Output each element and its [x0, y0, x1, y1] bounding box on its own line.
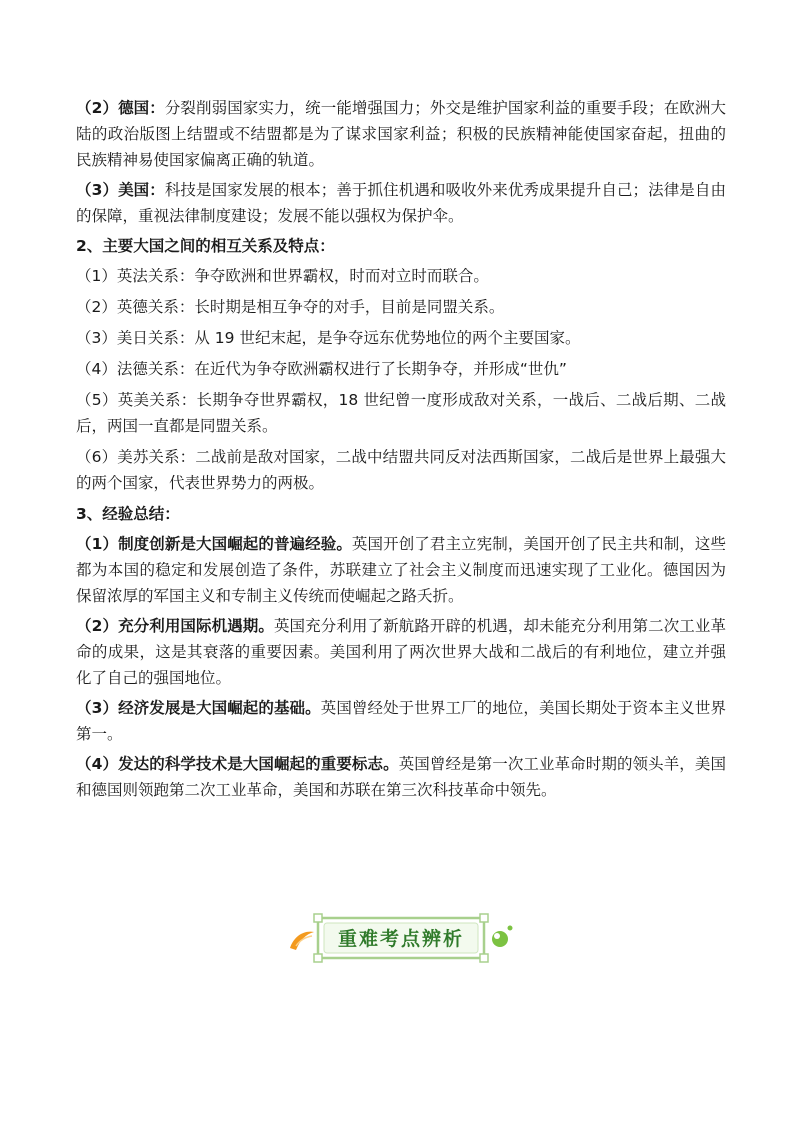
corner-decoration [480, 954, 488, 962]
green-dot-highlight-icon [494, 933, 500, 939]
paragraph-usa [76, 177, 726, 229]
corner-decoration [480, 914, 488, 922]
country-label: 德国： [118, 99, 165, 117]
summary-key-point: 发达的科学技术是大国崛起的重要标志。 [118, 755, 399, 773]
relation-item [76, 325, 726, 351]
relation-item [76, 356, 726, 382]
summary-key-point: 充分利用国际机遇期。 [118, 617, 274, 635]
item-number: （3） [76, 699, 119, 717]
item-number: （3） [76, 181, 119, 199]
summary-item [76, 613, 726, 691]
banner-label: 重难考点辨析 [337, 928, 465, 950]
item-number: （4） [76, 755, 119, 773]
relation-text: 法德关系：在近代为争夺欧洲霸权进行了长期争夺，并形成“世仇” [116, 360, 567, 378]
section-heading-relations: 2、主要大国之间的相互关系及特点： [76, 237, 335, 255]
paragraph-text: 分裂削弱国家实力，统一能增强国力；外交是维护国家利益的重要手段；在欧洲大陆的政治版图上结盟或不结盟都是为了谋求国家利益；积极的民族精神能使国家奋起，扭曲的民族精神易使国家偏离正确的轨道。 [76, 99, 726, 169]
relation-text: 美日关系：从 19 世纪末起，是争夺远东优势地位的两个主要国家。 [116, 329, 581, 347]
relation-item [76, 387, 726, 439]
item-number: （1） [76, 535, 119, 553]
item-number: （2） [76, 99, 119, 117]
banner-graphic [286, 912, 516, 964]
document-body [76, 95, 726, 807]
summary-text: 英国曾经是第一次工业革命时期的领头羊，美国和德国则领跑第二次工业革命，美国和苏联在第三次科技革命中领先。 [76, 755, 726, 799]
summary-item [76, 695, 726, 747]
country-label: 美国： [118, 181, 165, 199]
relation-item [76, 294, 726, 320]
summary-key-point: 经济发展是大国崛起的基础。 [118, 699, 321, 717]
key-points-banner [286, 912, 516, 964]
summary-text: 英国曾经处于世界工厂的地位，美国长期处于资本主义世界第一。 [76, 699, 726, 743]
green-dot-icon [492, 931, 508, 947]
small-dot-icon [508, 926, 513, 931]
item-number: （1） [76, 267, 117, 285]
relation-text: 英法关系：争夺欧洲和世界霸权，时而对立时而联合。 [116, 267, 489, 285]
summary-text: 英国充分利用了新航路开辟的机遇，却未能充分利用第二次工业革命的成果，这是其衰落的重要因素。美国利用了两次世界大战和二战后的有利地位，建立并强化了自己的强国地位。 [76, 617, 726, 687]
item-number: （6） [76, 448, 118, 466]
item-number: （5） [76, 391, 118, 409]
paragraph-text: 科技是国家发展的根本；善于抓住机遇和吸收外来优秀成果提升自己；法律是自由的保障，重视法律制度建设；发展不能以强权为保护伞。 [76, 181, 726, 225]
relation-item [76, 263, 726, 289]
item-number: （3） [76, 329, 117, 347]
summary-key-point: 制度创新是大国崛起的普遍经验。 [118, 535, 352, 553]
summary-text: 英国开创了君主立宪制，美国开创了民主共和制，这些都为本国的稳定和发展创造了条件，苏联建立了社会主义制度而迅速实现了工业化。德国因为保留浓厚的军国主义和专制主义传统而使崛起之路夭折。 [76, 535, 726, 605]
item-number: （4） [76, 360, 117, 378]
corner-decoration [314, 914, 322, 922]
relation-text: 英德关系：长时期是相互争夺的对手，目前是同盟关系。 [116, 298, 505, 316]
section-heading-summary: 3、经验总结： [76, 505, 180, 523]
summary-item [76, 751, 726, 803]
leaf-icon [290, 932, 314, 950]
corner-decoration [314, 954, 322, 962]
relation-item [76, 444, 726, 496]
relation-text: 英美关系：长期争夺世界霸权，18 世纪曾一度形成敌对关系，一战后、二战后期、二战后，两国一直都是同盟关系。 [76, 391, 726, 435]
paragraph-germany [76, 95, 726, 173]
item-number: （2） [76, 298, 117, 316]
item-number: （2） [76, 617, 119, 635]
relation-text: 美苏关系：二战前是敌对国家，二战中结盟共同反对法西斯国家，二战后是世界上最强大的两个国家，代表世界势力的两极。 [76, 448, 726, 492]
summary-item [76, 531, 726, 609]
